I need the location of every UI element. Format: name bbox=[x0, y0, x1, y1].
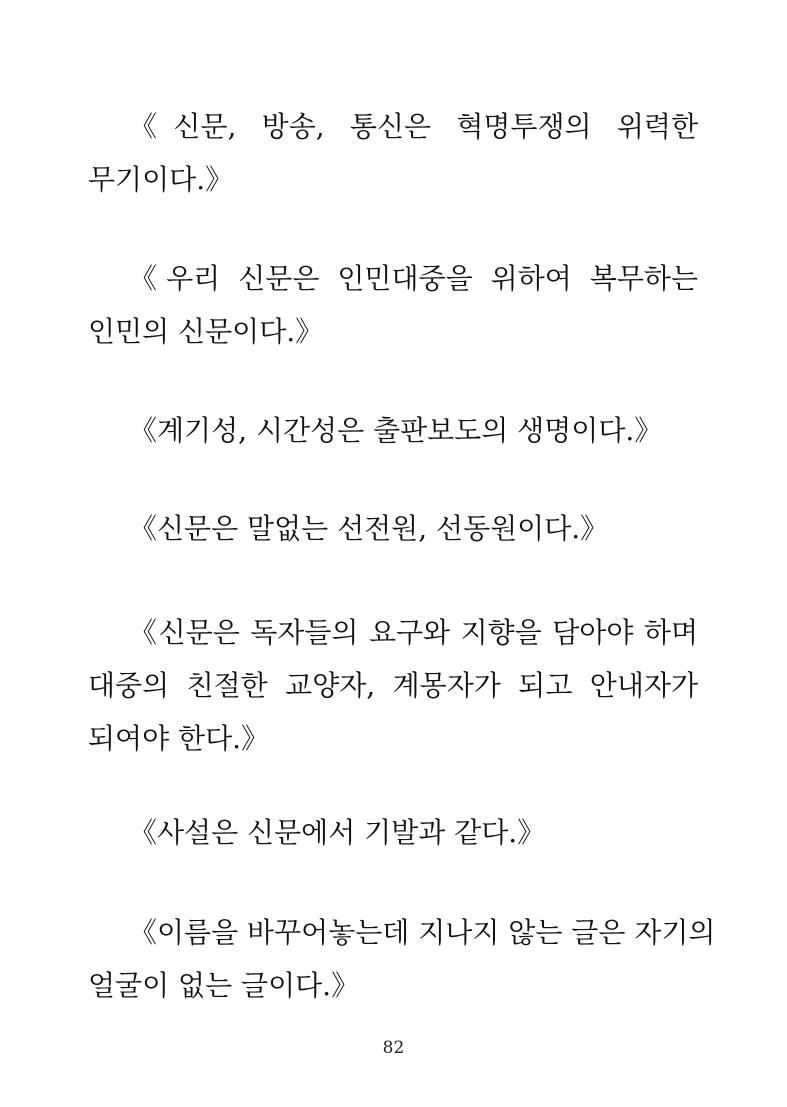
quote-reader-demands bbox=[88, 606, 698, 765]
page-number: 82 bbox=[382, 1038, 405, 1058]
quote-line: 《신문은 말없는 선전원, 선동원이다.》 bbox=[129, 512, 609, 545]
quote-line: 인민의 신문이다.》 bbox=[88, 315, 324, 348]
quote-line: 《사설은 신문에서 기발과 같다.》 bbox=[129, 816, 546, 849]
quote-silent-propagandist bbox=[88, 502, 698, 555]
quote-line: 《신문, 방송, 통신은 혁명투쟁의 위력한 bbox=[129, 110, 698, 143]
quote-newspapers-as-weapons bbox=[88, 100, 698, 206]
quote-timeliness bbox=[88, 404, 698, 457]
quote-line: 《계기성, 시간성은 출판보도의 생명이다.》 bbox=[129, 414, 663, 447]
quote-line: 되여야 한다.》 bbox=[88, 722, 270, 755]
quote-line: 무기이다.》 bbox=[88, 163, 234, 196]
quote-editorial-flag bbox=[88, 806, 698, 859]
quote-line: 대중의 친절한 교양자, 계몽자가 되고 안내자가 bbox=[88, 669, 698, 702]
quote-peoples-newspaper bbox=[88, 252, 698, 358]
quote-faceless-writing bbox=[88, 906, 716, 1012]
quote-line: 《이름을 바꾸어놓는데 지나지 않는 글은 자기의 bbox=[129, 916, 716, 949]
quote-line: 《우리 신문은 인민대중을 위하여 복무하는 bbox=[129, 262, 698, 295]
quote-line: 얼굴이 없는 글이다.》 bbox=[88, 969, 360, 1002]
quote-line: 《신문은 독자들의 요구와 지향을 담아야 하며 bbox=[129, 616, 698, 649]
